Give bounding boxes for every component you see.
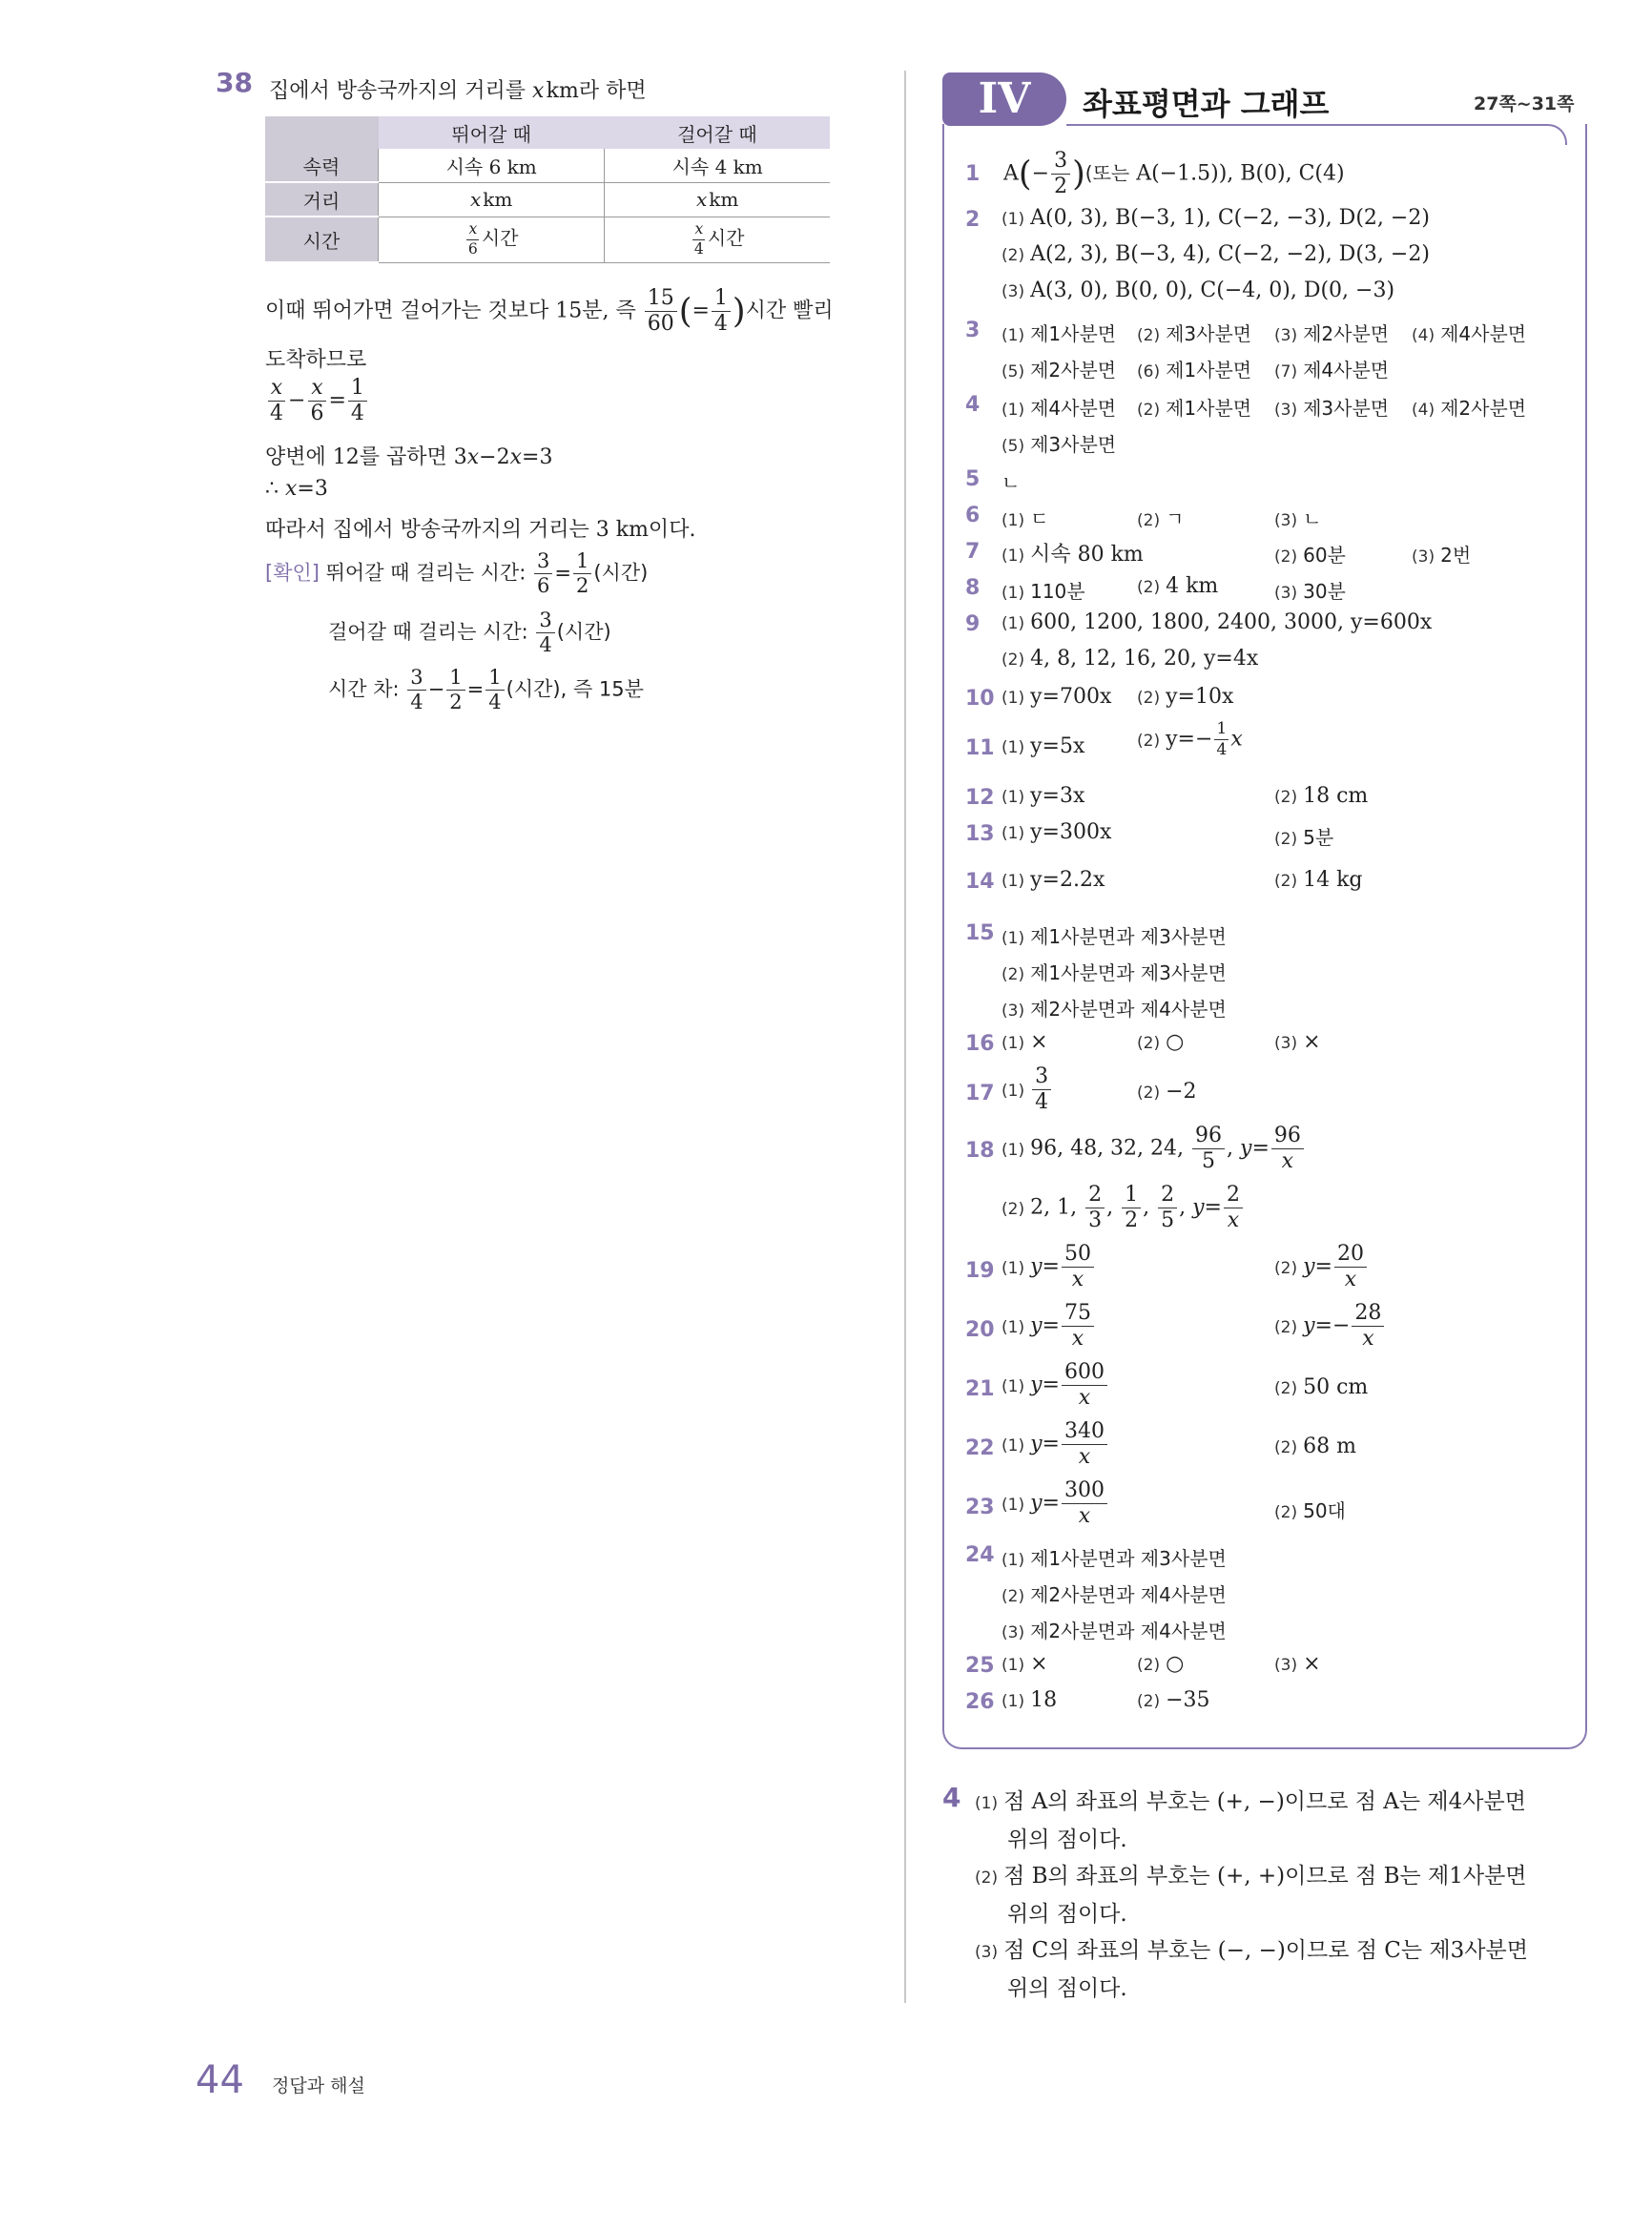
answer-11-1: (1) y=5x [1002, 734, 1085, 758]
cell-run-speed: 시속 6 km [379, 149, 605, 182]
answer-4-3: (3) 제3사분면 [1274, 397, 1390, 420]
answer-22-1: (1) y= $\frac{340}{x}$ [1002, 1421, 1109, 1468]
answer-number: 25 [965, 1654, 995, 1678]
answer-6-1: (1) ㄷ [1002, 507, 1049, 530]
cell-run-time: $\frac{x}{6}$ 시간 [379, 217, 605, 262]
answer-number: 5 [965, 467, 981, 491]
check-line-1: [확인] 뛰어갈 때 걸리는 시간: $\frac{3}{6}$ = $\frac{1}{2}$ (시간) [265, 549, 649, 597]
answer-number: 6 [965, 504, 981, 527]
row-label-time: 시간 [265, 217, 379, 262]
cell-walk-distance: x km [605, 182, 830, 217]
answer-21-2: (2) 50 cm [1274, 1375, 1369, 1399]
solution-line-4: 양변에 12를 곱하면 3x−2x=3 [265, 445, 553, 469]
answer-16-3: (3) × [1274, 1030, 1321, 1054]
answer-number: 23 [965, 1496, 995, 1519]
answer-12-1: (1) y=3x [1002, 784, 1085, 808]
cell-walk-time: $\frac{x}{4}$ 시간 [605, 217, 830, 262]
check-line-2: 걸어갈 때 걸리는 시간: $\frac{3}{4}$ (시간) [328, 609, 611, 656]
answer-5: ㄴ [1002, 471, 1021, 494]
answer-16-2: (2) ○ [1137, 1030, 1185, 1054]
answer-11-2: (2) y=− $\frac{1}{4}$ x [1137, 719, 1243, 760]
answer-1: A(− $\frac{3}{2}$ )(또는 A(−1.5)), B(0), C(4) [1003, 149, 1345, 198]
solution-line-2: 도착하므로 [265, 348, 367, 372]
explanation-1a: (1) 점 A의 좌표의 부호는 (+, −)이므로 점 A는 제4사분면 [975, 1789, 1526, 1814]
answer-number: 13 [965, 822, 995, 846]
answer-10-2: (2) y=10x [1137, 685, 1234, 709]
answer-number: 8 [965, 576, 981, 600]
answer-13-1: (1) y=300x [1002, 820, 1112, 844]
answer-2-2: (2) A(2, 3), B(−3, 4), C(−2, −2), D(3, −2) [1002, 242, 1430, 266]
answer-18-1: (1) 96, 48, 32, 24, $\frac{96}{5}$ , y= $\frac{96}{x}$ [1002, 1125, 1306, 1172]
answer-4-5: (5) 제3사분면 [1002, 433, 1117, 456]
answer-22-2: (2) 68 m [1274, 1435, 1356, 1458]
answer-2-3: (3) A(3, 0), B(0, 0), C(−4, 0), D(0, −3) [1002, 279, 1395, 302]
answer-24-1: (1) 제1사분면과 제3사분면 [1002, 1547, 1227, 1570]
answer-16-1: (1) × [1002, 1030, 1048, 1054]
answer-26-1: (1) 18 [1002, 1688, 1058, 1712]
answer-number: 2 [965, 208, 981, 232]
column-divider [904, 71, 906, 2003]
answer-3-5: (5) 제2사분면 [1002, 359, 1117, 382]
answer-3-6: (6) 제1사분면 [1137, 359, 1252, 382]
answer-7-1: (1) 시속 80 km [1002, 543, 1144, 567]
answer-number: 7 [965, 540, 981, 564]
answer-number: 16 [965, 1032, 995, 1056]
answer-12-2: (2) 18 cm [1274, 784, 1369, 808]
answer-4-2: (2) 제1사분면 [1137, 397, 1252, 420]
answer-26-2: (2) −35 [1137, 1688, 1210, 1712]
explanation-1b: 위의 점이다. [1007, 1827, 1127, 1852]
answer-23-2: (2) 50대 [1274, 1499, 1346, 1522]
explanation-3b: 위의 점이다. [1007, 1976, 1127, 2001]
page-number: 44 [196, 2058, 244, 2102]
answer-9-2: (2) 4, 8, 12, 16, 20, y=4x [1002, 647, 1259, 671]
answer-20-2: (2) y=− $\frac{28}{x}$ [1274, 1303, 1386, 1350]
table-header-run: 뛰어갈 때 [379, 116, 605, 149]
answer-24-3: (3) 제2사분면과 제4사분면 [1002, 1620, 1227, 1642]
answer-number: 15 [965, 921, 995, 945]
answer-number: 22 [965, 1436, 995, 1460]
answer-number: 19 [965, 1259, 995, 1283]
explanation-number: 4 [942, 1782, 961, 1813]
answer-25-1: (1) × [1002, 1652, 1048, 1676]
answer-number: 14 [965, 870, 995, 894]
answer-number: 11 [965, 736, 995, 760]
answer-21-1: (1) y= $\frac{600}{x}$ [1002, 1362, 1109, 1409]
question-heading: 집에서 방송국까지의 거리를 x km라 하면 [269, 79, 647, 103]
explanation-2b: 위의 점이다. [1007, 1902, 1127, 1927]
row-label-speed: 속력 [265, 149, 379, 182]
answer-7-3: (3) 2번 [1412, 544, 1472, 567]
explanation-3a: (3) 점 C의 좌표의 부호는 (−, −)이므로 점 C는 제3사분면 [975, 1938, 1528, 1963]
answer-7-2: (2) 60분 [1274, 544, 1346, 567]
explanation-2a: (2) 점 B의 좌표의 부호는 (+, +)이므로 점 B는 제1사분면 [975, 1864, 1527, 1889]
chapter-number-badge: IV [942, 72, 1066, 126]
check-label: [확인] [265, 561, 320, 585]
speed-table [265, 116, 830, 263]
answer-19-2: (2) y= $\frac{20}{x}$ [1274, 1244, 1369, 1291]
answer-24-2: (2) 제2사분면과 제4사분면 [1002, 1583, 1227, 1606]
solution-line-1: 이때 뛰어가면 걸어가는 것보다 15분, 즉 $\frac{15}{60}$ (= $\frac{1}{4}$ )시간 빨리 [265, 286, 834, 336]
answer-15-3: (3) 제2사분면과 제4사분면 [1002, 998, 1227, 1021]
answer-number: 10 [965, 687, 995, 711]
question-number: 38 [216, 67, 253, 98]
answer-6-3: (3) ㄴ [1274, 507, 1322, 530]
answer-number: 1 [965, 162, 981, 186]
answer-4-4: (4) 제2사분면 [1412, 397, 1527, 420]
answer-20-1: (1) y= $\frac{75}{x}$ [1002, 1303, 1096, 1350]
equation: $\frac{x}{4}$ − $\frac{x}{6}$ = $\frac{1}{4}$ [265, 378, 369, 424]
solution-line-5: ∴ x=3 [265, 477, 328, 501]
answer-14-2: (2) 14 kg [1274, 868, 1363, 892]
answer-17-2: (2) −2 [1137, 1080, 1197, 1104]
answer-3-7: (7) 제4사분면 [1274, 359, 1390, 382]
answer-13-2: (2) 5분 [1274, 826, 1334, 849]
answer-4-1: (1) 제4사분면 [1002, 397, 1117, 420]
answer-number: 24 [965, 1543, 995, 1567]
row-label-distance: 거리 [265, 182, 379, 217]
answer-3-4: (4) 제4사분면 [1412, 322, 1527, 345]
chapter-title: 좌표평면과 그래프 [1083, 86, 1330, 122]
cell-run-distance: x km [379, 182, 605, 217]
cell-walk-speed: 시속 4 km [605, 149, 830, 182]
answer-number: 3 [965, 319, 981, 342]
answer-8-1: (1) 110분 [1002, 580, 1085, 603]
answer-number: 26 [965, 1690, 995, 1714]
table-corner [265, 116, 379, 149]
table-header-walk: 걸어갈 때 [605, 116, 830, 149]
answer-number: 4 [965, 393, 981, 417]
answer-3-3: (3) 제2사분면 [1274, 322, 1390, 345]
check-line-3: 시간 차: $\frac{3}{4}$ − $\frac{1}{2}$ = $\frac{1}{4}$ (시간), 즉 15분 [328, 666, 644, 713]
answer-10-1: (1) y=700x [1002, 685, 1112, 709]
answer-15-2: (2) 제1사분면과 제3사분면 [1002, 961, 1227, 984]
answer-3-2: (2) 제3사분면 [1137, 322, 1252, 345]
answer-18-2: (2) 2, 1, $\frac{2}{3}$ , $\frac{1}{2}$ , $\frac{2}{5}$ , y= $\frac{2}{x}$ [1002, 1185, 1245, 1231]
answer-number: 9 [965, 612, 981, 636]
answer-number: 20 [965, 1318, 995, 1342]
answer-number: 21 [965, 1377, 995, 1401]
answer-2-1: (1) A(0, 3), B(−3, 1), C(−2, −3), D(2, −2) [1002, 206, 1430, 230]
answer-9-1: (1) 600, 1200, 1800, 2400, 3000, y=600x [1002, 610, 1433, 634]
answer-number: 12 [965, 786, 995, 810]
answer-14-1: (1) y=2.2x [1002, 868, 1105, 892]
answer-8-2: (2) 4 km [1137, 574, 1219, 598]
chapter-pages: 27쪽~31쪽 [1474, 93, 1575, 114]
answer-number: 17 [965, 1082, 995, 1105]
answer-3-1: (1) 제1사분면 [1002, 322, 1117, 345]
answer-23-1: (1) y= $\frac{300}{x}$ [1002, 1480, 1109, 1527]
answer-25-2: (2) ○ [1137, 1652, 1185, 1676]
answer-25-3: (3) × [1274, 1652, 1321, 1676]
answer-number: 18 [965, 1139, 995, 1163]
answer-15-1: (1) 제1사분면과 제3사분면 [1002, 925, 1227, 948]
solution-line-6: 따라서 집에서 방송국까지의 거리는 3 km이다. [265, 518, 696, 542]
answer-8-3: (3) 30분 [1274, 580, 1346, 603]
footer-title: 정답과 해설 [272, 2075, 365, 2096]
answer-17-1: (1) $\frac{3}{4}$ [1002, 1066, 1053, 1113]
answer-19-1: (1) y= $\frac{50}{x}$ [1002, 1244, 1096, 1291]
answer-6-2: (2) ㄱ [1137, 507, 1185, 530]
